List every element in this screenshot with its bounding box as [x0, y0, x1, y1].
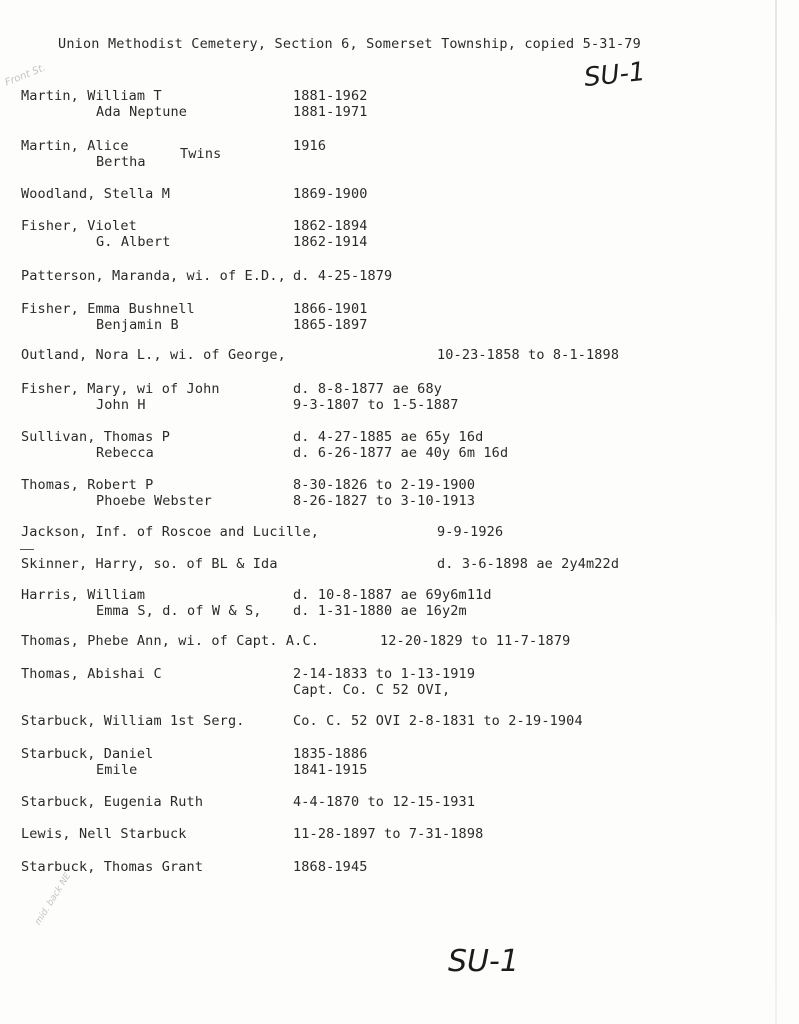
entry-date: 1881-1962 [293, 88, 368, 104]
entry-date: d. 3-6-1898 ae 2y4m22d [437, 556, 620, 572]
entry-name: Thomas, Abishai C [21, 666, 162, 682]
entry-date-secondary: 1841-1915 [293, 762, 368, 778]
entry-date: d. 4-27-1885 ae 65y 16d [293, 429, 484, 445]
entry-date: 1862-1894 [293, 218, 368, 234]
entry-name-secondary: Bertha [96, 154, 146, 170]
entry-date: 9-9-1926 [437, 524, 504, 540]
entry-date: 8-30-1826 to 2-19-1900 [293, 477, 476, 493]
entry-date: 12-20-1829 to 11-7-1879 [380, 633, 571, 649]
page-code-top: SU-1 [582, 56, 647, 94]
entry-name-secondary: Phoebe Webster [96, 493, 212, 509]
entry-name: Fisher, Mary, wi of John [21, 381, 220, 397]
entry-date: d. 4-25-1879 [293, 268, 393, 284]
page-code-bottom: SU-1 [448, 944, 519, 979]
page-edge [775, 0, 777, 1024]
entry-name: Woodland, Stella M [21, 186, 170, 202]
entry-name-secondary: Rebecca [96, 445, 154, 461]
entry-date-secondary: d. 6-26-1877 ae 40y 6m 16d [293, 445, 509, 461]
entry-name-secondary: Emma S, d. of W & S, [96, 603, 262, 619]
entry-date: 4-4-1870 to 12-15-1931 [293, 794, 476, 810]
entry-date: d. 10-8-1887 ae 69y6m11d [293, 587, 492, 603]
entry-date: Co. C. 52 OVI 2-8-1831 to 2-19-1904 [293, 713, 583, 729]
entry-name: Martin, William T [21, 88, 162, 104]
margin-note-bottom: mid. back NE [33, 871, 74, 928]
entry-name-secondary: Ada Neptune [96, 104, 188, 120]
entry-date-secondary: 9-3-1807 to 1-5-1887 [293, 397, 459, 413]
entry-name: Starbuck, Eugenia Ruth [21, 794, 204, 810]
entry-date-secondary: d. 1-31-1880 ae 16y2m [293, 603, 467, 619]
entry-date: 1835-1886 [293, 746, 368, 762]
entry-name: Thomas, Phebe Ann, wi. of Capt. A.C. [21, 633, 319, 649]
entry-name: Fisher, Emma Bushnell [21, 301, 195, 317]
entry-name: Lewis, Nell Starbuck [21, 826, 187, 842]
entry-name: Harris, William [21, 587, 146, 603]
margin-dash [20, 549, 34, 550]
entry-name: Martin, Alice [21, 138, 129, 154]
entry-date-secondary: 1881-1971 [293, 104, 368, 120]
entry-name: Skinner, Harry, so. of BL & Ida [21, 556, 278, 572]
entry-name: Fisher, Violet [21, 218, 137, 234]
entry-name-secondary: G. Albert [96, 234, 171, 250]
entry-name: Starbuck, Thomas Grant [21, 859, 204, 875]
entry-note: Twins [180, 146, 222, 162]
entry-name: Jackson, Inf. of Roscoe and Lucille, [21, 524, 319, 540]
entry-name: Outland, Nora L., wi. of George, [21, 347, 286, 363]
entry-date: d. 8-8-1877 ae 68y [293, 381, 442, 397]
entry-date-secondary: 8-26-1827 to 3-10-1913 [293, 493, 476, 509]
entry-name: Sullivan, Thomas P [21, 429, 170, 445]
entry-date-secondary: 1862-1914 [293, 234, 368, 250]
entry-name: Starbuck, Daniel [21, 746, 154, 762]
entry-name: Thomas, Robert P [21, 477, 154, 493]
entry-date: 1868-1945 [293, 859, 368, 875]
entry-date: 11-28-1897 to 7-31-1898 [293, 826, 484, 842]
entry-date: 1866-1901 [293, 301, 368, 317]
entry-date: 1916 [293, 138, 327, 154]
entry-name-secondary: John H [96, 397, 146, 413]
entry-date: 10-23-1858 to 8-1-1898 [437, 347, 620, 363]
entry-date: 1869-1900 [293, 186, 368, 202]
entry-name: Patterson, Maranda, wi. of E.D., [21, 268, 286, 284]
page-title: Union Methodist Cemetery, Section 6, Somerset Township, copied 5-31-79 [58, 36, 641, 52]
entry-date-secondary: 1865-1897 [293, 317, 368, 333]
entry-name-secondary: Benjamin B [96, 317, 179, 333]
margin-note-top: Front St. [3, 62, 48, 89]
entry-name: Starbuck, William 1st Serg. [21, 713, 245, 729]
entry-date-secondary: Capt. Co. C 52 OVI, [293, 682, 451, 698]
entry-name-secondary: Emile [96, 762, 138, 778]
entry-date: 2-14-1833 to 1-13-1919 [293, 666, 476, 682]
